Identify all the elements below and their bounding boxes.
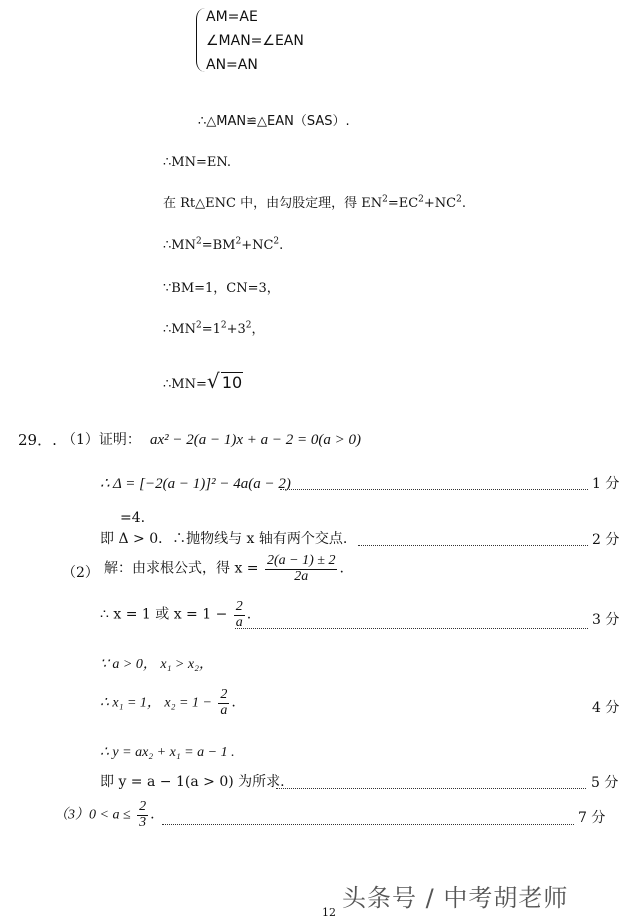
equals-four: =4. [120,510,146,526]
root-fraction: $\frac{2}{a}$ [235,599,243,630]
system-line-1: AM=AE [206,9,258,25]
system-line-2: ∠MAN=∠EAN [206,33,304,49]
part2-label: （2） [62,565,99,581]
watermark: 头条号 / 中考胡老师 [342,884,569,912]
mn-value-squared-line: $\therefore MN^2=1^2+3^2$， [163,320,265,337]
sqrt-symbol: √ 10 [209,374,243,392]
y-expression-line: ∴ y = ax₂ + x₁ = a − 1 . [100,745,235,760]
part3-line: （3）0 < a ≤ $\frac{2}{3}$ . [54,799,155,830]
score-1: 1 分 [592,476,620,492]
condition-line: ∵ a > 0， x₁ > x₂， [100,657,213,672]
question-number: 29．. [18,431,57,449]
part1-label: （1）证明： [62,432,141,448]
dot-leader-3 [235,628,588,629]
pythagoras-line: 在 Rt△ENC 中，由勾股定理，得 $EN^2=EC^2+NC^2$. [163,194,466,211]
equation-1: ax² − 2(a − 1)x + a − 2 = 0(a > 0) [150,432,362,448]
mn-sqrt-line: ∴MN=√ 10 [163,374,243,392]
score-7: 7 分 [578,810,606,826]
mn-squared-line: $\therefore MN^2=BM^2+NC^2$. [163,236,284,253]
y-result-line: 即 y = a − 1(a > 0) 为所求. [100,774,285,790]
score-4: 4 分 [592,700,620,716]
dot-leader-5 [162,824,574,825]
score-3: 3 分 [592,612,620,628]
system-line-3: AN=AN [206,57,258,73]
congruence-line: ∴△MAN≌△EAN（SAS）. [198,114,350,129]
dot-leader-4 [276,788,586,789]
x1-x2-line: ∴ x₁ = 1， x₂ = 1 − $\frac{2}{a}$ . [100,687,236,718]
delta-line: ∴ Δ = [−2(a − 1)]² − 4a(a − 2) [100,476,291,492]
mn-en-line: ∴MN=EN. [163,155,232,170]
roots-line: ∴ x = 1 或 x = 1 − $\frac{2}{a}$ . [100,599,252,630]
score-2: 2 分 [592,532,620,548]
roots-fraction: $\frac{2(a - 1) \pm 2}{2a}$ [266,553,336,584]
part3-fraction: $\frac{2}{3}$ [139,799,147,830]
dot-leader-1 [280,489,588,490]
dot-leader-2 [358,545,588,546]
x2-fraction: $\frac{2}{a}$ [220,687,228,718]
bm-cn-line: ∵BM=1，CN=3， [163,281,280,296]
page-number: 12 [322,906,336,919]
intersection-line: 即 Δ > 0．∴抛物线与 x 轴有两个交点. [100,531,348,547]
score-5: 5 分 [591,775,619,791]
quadratic-formula-line: 解：由求根公式，得 x = $\frac{2(a - 1) \pm 2}{2a}$ . [104,553,344,584]
system-brace [196,8,205,72]
